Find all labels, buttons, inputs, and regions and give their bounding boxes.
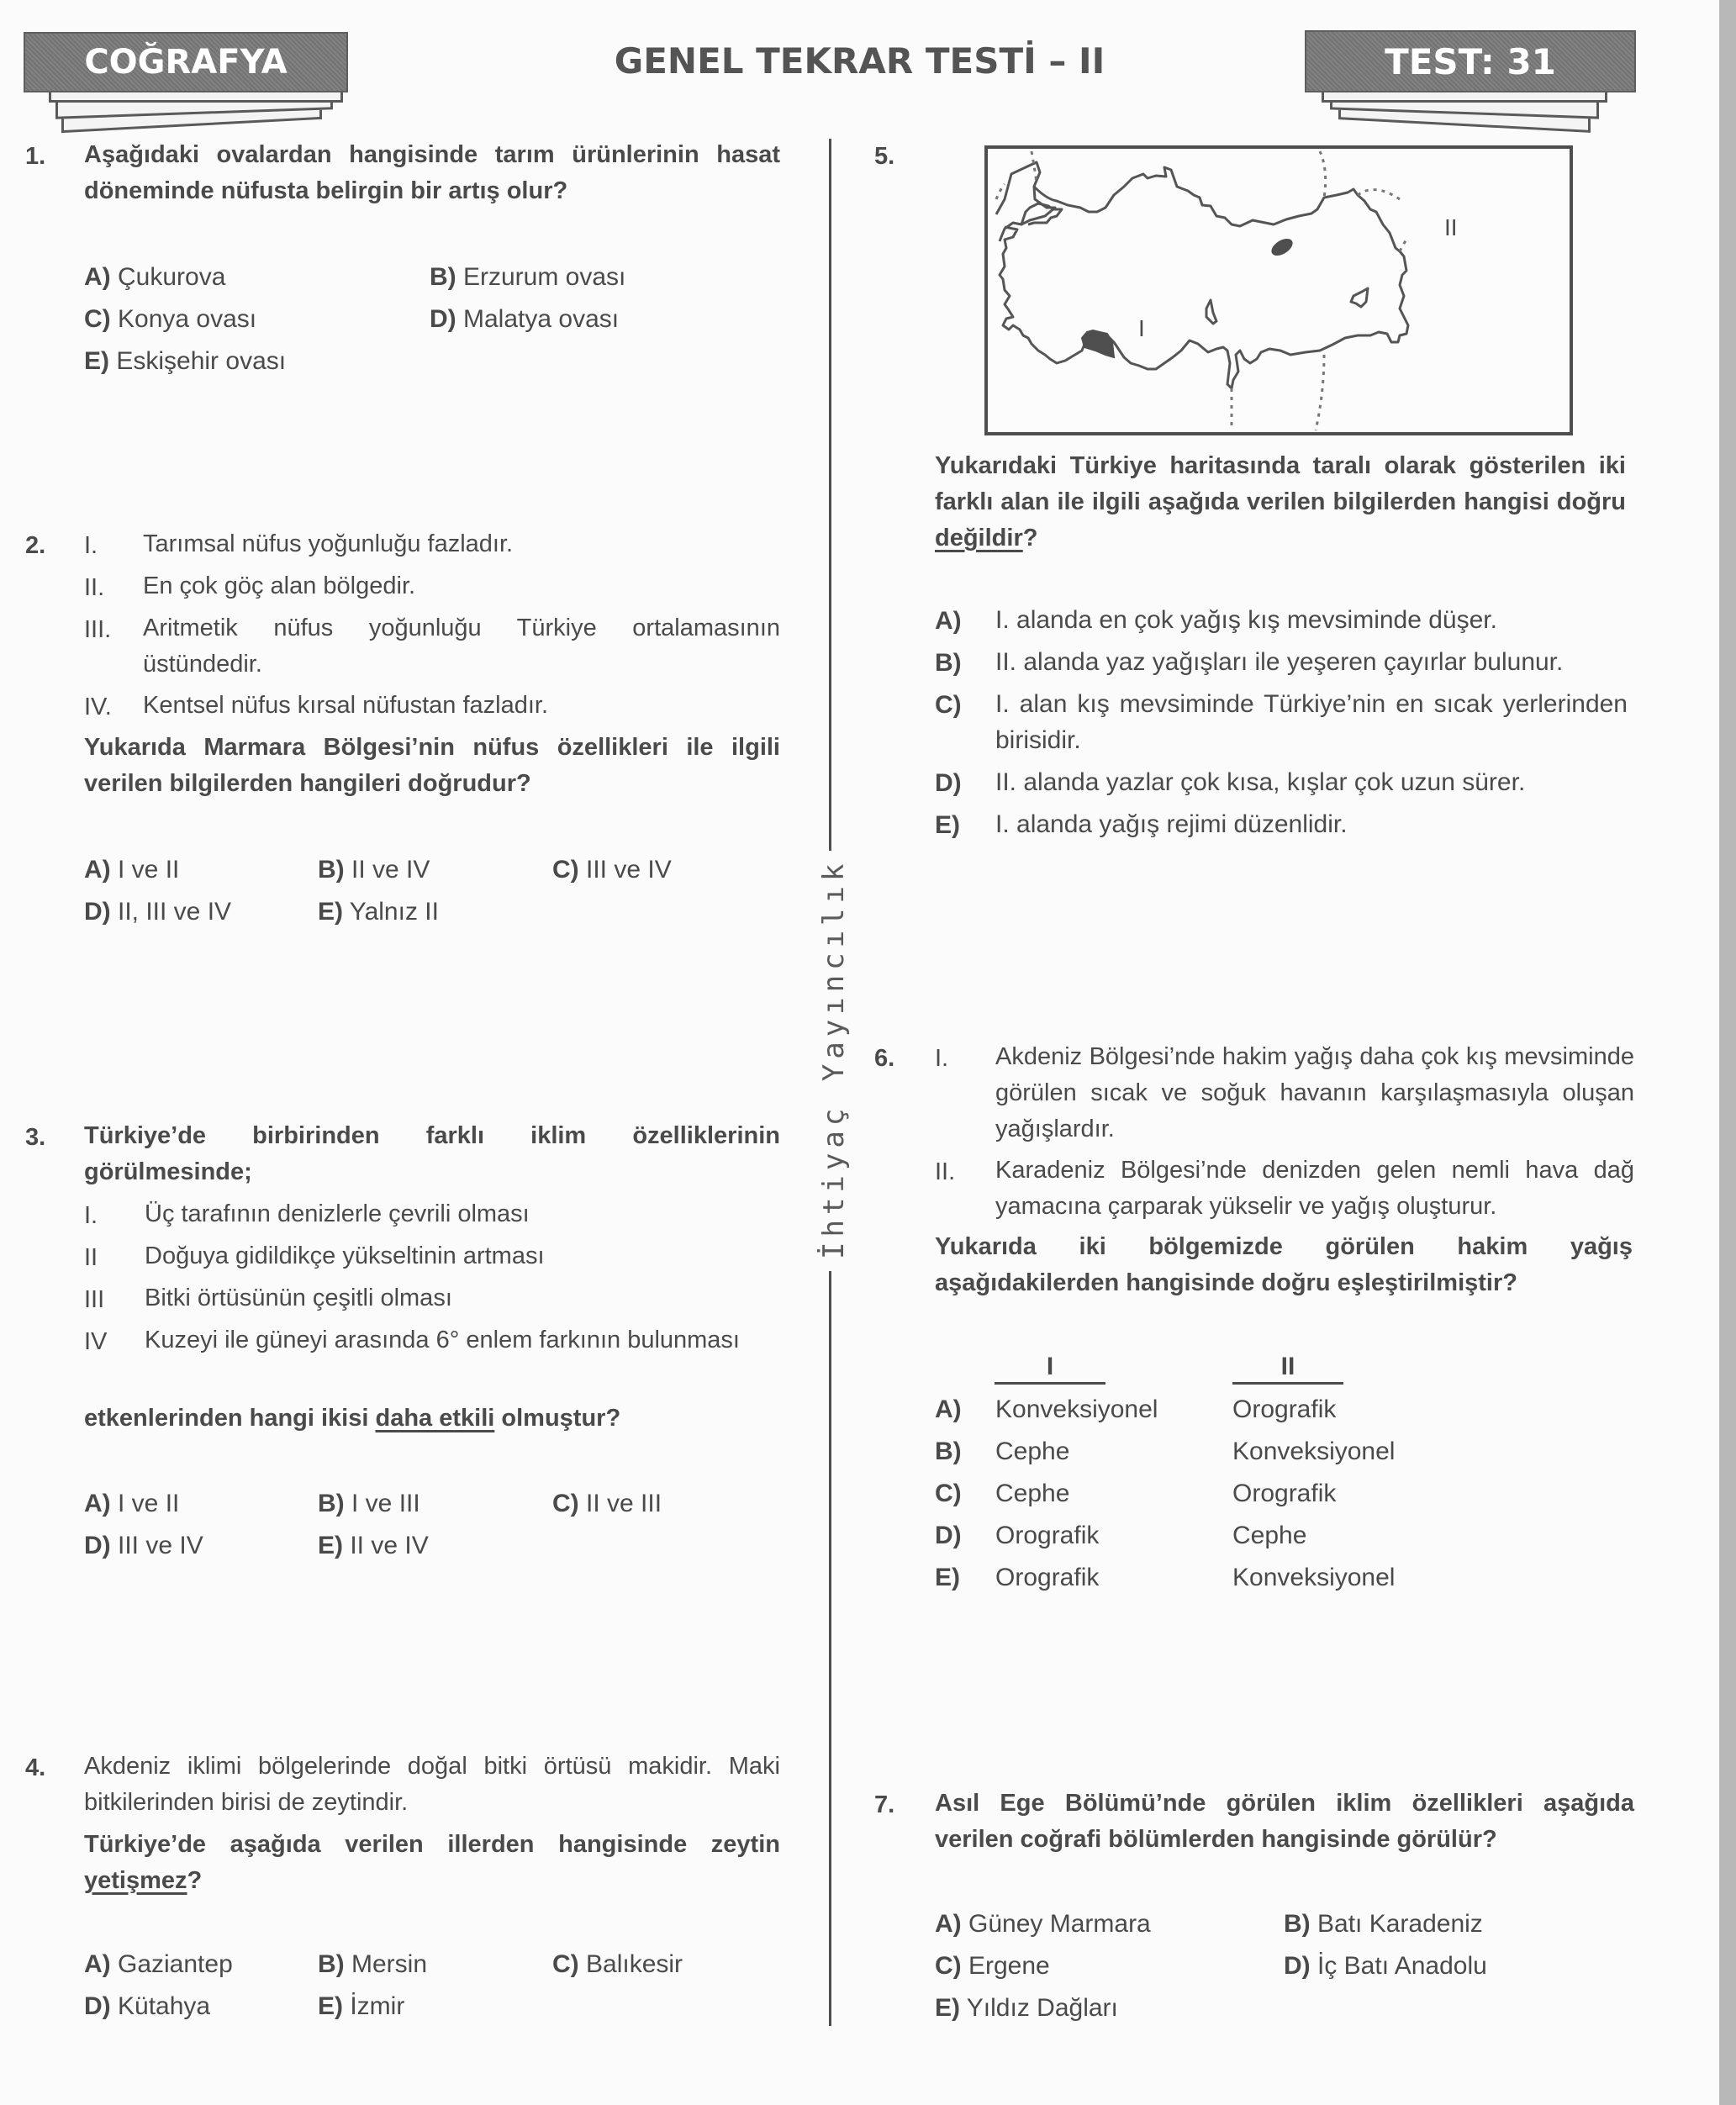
option-c[interactable]: C) Ergene <box>935 1952 1050 1980</box>
statement: Üç tarafının denizlerle çevrili olması <box>145 1200 530 1227</box>
option-b[interactable]: B) <box>935 649 962 677</box>
option-b[interactable]: B) Erzurum ovası <box>430 263 626 291</box>
option-c[interactable]: C) III ve IV <box>552 856 672 884</box>
option-a[interactable]: A) Çukurova <box>84 263 226 291</box>
question-intro: Türkiye’de birbirinden farklı iklim özelliklerinin görülmesinde; <box>84 1122 780 1185</box>
test-number-tag <box>1305 30 1633 123</box>
statement: Tarımsal nüfus yoğunluğu fazladır. <box>143 530 514 557</box>
shaded-area-1 <box>1082 330 1114 357</box>
option-a[interactable]: A) I ve II <box>84 1490 180 1517</box>
shaded-area-2 <box>1269 235 1295 259</box>
option-a[interactable]: A) <box>935 1395 962 1423</box>
question-stem: Asıl Ege Bölümü’nde görülen iklim özellikleri aşağıda verilen coğrafi bölümlerden hangisinde görülür? <box>935 1790 1634 1853</box>
option-c-col1[interactable]: Cephe <box>995 1480 1070 1507</box>
question-stem: Yukarıdaki Türkiye haritasında taralı olarak gösterilen iki farklı alan ile ilgili aşağıda verilen bilgilerden hangisi doğru değildir? <box>935 452 1626 551</box>
option-b-col1[interactable]: Cephe <box>995 1438 1070 1465</box>
option-a[interactable]: A) I ve II <box>84 856 180 884</box>
roman-numeral: II. <box>935 1158 956 1185</box>
option-d[interactable]: D) İç Batı Anadolu <box>1284 1952 1487 1980</box>
turkey-outline-map <box>988 149 1570 432</box>
option-b[interactable]: B) II ve IV <box>318 856 430 884</box>
question-stem: Yukarıda Marmara Bölgesi’nin nüfus özellikleri ile ilgili verilen bilgilerden hangileri doğrudur? <box>84 734 780 797</box>
option-c[interactable]: C) <box>935 1480 962 1507</box>
option-c-col2[interactable]: Orografik <box>1232 1480 1337 1507</box>
option-a-col1[interactable]: Konveksiyonel <box>995 1395 1158 1423</box>
question-number: 7. <box>874 1791 895 1818</box>
option-c-text[interactable]: I. alan kış mevsiminde Türkiye’nin en sıcak yerlerinden birisidir. <box>995 690 1628 754</box>
option-b[interactable]: B) <box>935 1438 962 1465</box>
option-b-col2[interactable]: Konveksiyonel <box>1232 1438 1396 1465</box>
turkey-map <box>984 145 1573 435</box>
page-title: GENEL TEKRAR TESTİ – II <box>614 40 1105 82</box>
question-number: 5. <box>874 143 895 170</box>
column-header-2: II <box>1232 1352 1343 1385</box>
column-divider-bottom <box>829 1271 831 2026</box>
question-number: 1. <box>25 143 46 170</box>
question-number: 6. <box>874 1045 895 1072</box>
question-stem: Aşağıdaki ovalardan hangisinde tarım ürünlerinin hasat döneminde nüfusta belirgin bir artış olur? <box>84 141 780 204</box>
option-d[interactable]: D) <box>935 769 962 797</box>
roman-numeral: IV <box>84 1328 108 1355</box>
option-a[interactable]: A) Güney Marmara <box>935 1910 1151 1938</box>
question-number: 2. <box>25 532 46 559</box>
statement: Karadeniz Bölgesi’nde denizden gelen nemli hava dağ yamacına çarparak yükselir ve yağış oluşturur. <box>995 1157 1634 1220</box>
question-number: 4. <box>25 1754 46 1781</box>
publisher-brand: İhtiyaç Yayıncılık <box>817 851 851 1268</box>
question-intro: Akdeniz iklimi bölgelerinde doğal bitki örtüsü makidir. Maki bitkilerinden birisi de zeytindir. <box>84 1753 780 1816</box>
question-stem: Türkiye’de aşağıda verilen illerden hangisinde zeytin yetişmez? <box>84 1831 780 1894</box>
option-c[interactable]: C) <box>935 691 962 719</box>
map-label-area-2: II <box>1444 214 1458 240</box>
option-e-text[interactable]: I. alanda yağış rejimi düzenlidir. <box>995 810 1348 838</box>
emphasis-underline: daha etkili <box>375 1405 495 1432</box>
option-d[interactable]: D) III ve IV <box>84 1532 203 1559</box>
page-edge <box>1719 0 1736 2105</box>
statement: Kentsel nüfus kırsal nüfustan fazladır. <box>143 692 548 719</box>
roman-numeral: I. <box>84 532 98 559</box>
option-e[interactable]: E) <box>935 811 960 839</box>
emphasis-underline: yetişmez <box>84 1867 187 1894</box>
statement: Akdeniz Bölgesi’nde hakim yağış daha çok kış mevsiminde görülen sıcak ve soğuk havanın karşılaşmasıyla oluşan yağışlardır. <box>995 1043 1634 1142</box>
option-e-col2[interactable]: Konveksiyonel <box>1232 1564 1396 1591</box>
roman-numeral: III <box>84 1286 105 1313</box>
roman-numeral: IV. <box>84 694 112 720</box>
statement: En çok göç alan bölgedir. <box>143 572 416 599</box>
statement: Kuzeyi ile güneyi arasında 6° enlem farkının bulunması <box>145 1327 740 1353</box>
statement: Aritmetik nüfus yoğunluğu Türkiye ortalamasının üstündedir. <box>143 615 780 678</box>
column-header-1: I <box>995 1352 1105 1385</box>
emphasis-underline: değildir <box>935 525 1023 551</box>
option-e[interactable]: E) İzmir <box>318 1992 405 2020</box>
question-stem: Yukarıda iki bölgemizde görülen hakim yağış aşağıdakilerden hangisinde doğru eşleştirilmiştir? <box>935 1233 1633 1296</box>
column-divider-top <box>829 139 831 883</box>
option-e[interactable]: E) Eskişehir ovası <box>84 347 287 375</box>
roman-numeral: I. <box>935 1045 949 1072</box>
option-a-col2[interactable]: Orografik <box>1232 1395 1337 1423</box>
map-label-area-1: I <box>1138 315 1145 341</box>
option-c[interactable]: C) Konya ovası <box>84 305 257 333</box>
option-a-text[interactable]: I. alanda en çok yağış kış mevsiminde düşer. <box>995 606 1497 634</box>
option-c[interactable]: C) II ve III <box>552 1490 662 1517</box>
roman-numeral: II. <box>84 574 105 601</box>
option-e[interactable]: E) <box>935 1564 960 1591</box>
roman-numeral: I. <box>84 1202 98 1229</box>
option-d[interactable]: D) II, III ve IV <box>84 898 232 926</box>
option-d-col1[interactable]: Orografik <box>995 1522 1100 1549</box>
statement: Doğuya gidildikçe yükseltinin artması <box>145 1242 545 1269</box>
option-e-col1[interactable]: Orografik <box>995 1564 1100 1591</box>
option-e[interactable]: E) II ve IV <box>318 1532 429 1559</box>
question-number: 3. <box>25 1124 46 1151</box>
question-stem: etkenlerinden hangi ikisi daha etkili olmuştur? <box>84 1405 621 1432</box>
subject-label: COĞRAFYA <box>24 32 348 92</box>
option-b-text[interactable]: II. alanda yaz yağışları ile yeşeren çayırlar bulunur. <box>995 648 1564 676</box>
option-e[interactable]: E) Yıldız Dağları <box>935 1994 1118 2022</box>
option-c[interactable]: C) Balıkesir <box>552 1950 683 1978</box>
option-d[interactable]: D) Malatya ovası <box>430 305 620 333</box>
option-d-col2[interactable]: Cephe <box>1232 1522 1307 1549</box>
option-a[interactable]: A) <box>935 607 962 635</box>
option-b[interactable]: B) Mersin <box>318 1950 428 1978</box>
option-b[interactable]: B) I ve III <box>318 1490 420 1517</box>
roman-numeral: II <box>84 1244 98 1271</box>
roman-numeral: III. <box>84 616 112 643</box>
option-b[interactable]: B) Batı Karadeniz <box>1284 1910 1483 1938</box>
option-d[interactable]: D) <box>935 1522 962 1549</box>
test-label: TEST: 31 <box>1305 30 1636 92</box>
option-d-text[interactable]: II. alanda yazlar çok kısa, kışlar çok uzun sürer. <box>995 768 1526 796</box>
option-a[interactable]: A) Gaziantep <box>84 1950 233 1978</box>
option-e[interactable]: E) Yalnız II <box>318 898 439 926</box>
option-d[interactable]: D) Kütahya <box>84 1992 211 2020</box>
statement: Bitki örtüsünün çeşitli olması <box>145 1285 452 1311</box>
